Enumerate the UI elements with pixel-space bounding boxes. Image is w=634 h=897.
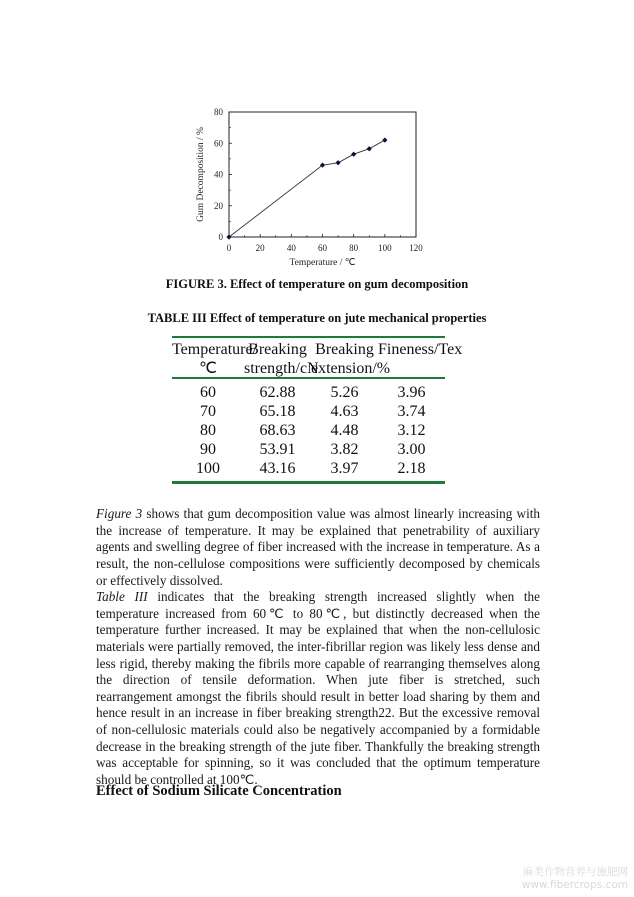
figure-reference: Figure 3: [96, 506, 143, 522]
cell: 3.82: [330, 440, 359, 458]
cell: 80: [200, 421, 216, 439]
y-tick-label: 40: [214, 169, 223, 180]
cell: 100: [196, 459, 220, 477]
data-line: [229, 140, 385, 237]
cell: 70: [200, 402, 216, 420]
x-tick-label: 60: [318, 243, 327, 253]
header-breaking-strength: Breaking strength/cN: [244, 341, 319, 377]
paragraph-text: indicates that the breaking strength increased slightly when the temperature increased from 60℃ to 80℃, but distinctly decreased when the temperature further increased. It may be explained that when the non-cellulosic materials were partially removed, the inter-fibrillar region was likely less dense and less rigid, thereby making the fibrils more capable of rearranging themselves along the direction of tensile deformation. When jute fiber is stretched, such rearrangement amongst the fibrils should result in better load sharing by them and hence result in an increase in fiber breaking strength22. But the excessive removal of non-cellulosic materials could also be negatively accompanied by a formidable decrease in the breaking strength of the jute fiber. Thankfully the breaking strength was acceptable for spinning, so it was concluded that the optimum temperature should be controlled at 100℃.: [96, 589, 540, 787]
cell: 65.18: [259, 402, 296, 420]
y-axis-label: Gum Decomposition / %: [196, 127, 206, 222]
data-point-marker: [382, 138, 387, 143]
x-tick-label: 120: [409, 243, 423, 253]
table-row: [172, 383, 445, 402]
data-point-marker: [367, 146, 372, 151]
cell: 62.88: [259, 383, 296, 401]
cell: 4.48: [330, 421, 359, 439]
x-tick-label: 100: [378, 243, 392, 253]
line-chart: [185, 100, 435, 275]
table-header: [172, 338, 463, 377]
table-row: [172, 459, 445, 478]
cell: 3.12: [397, 421, 426, 439]
x-tick-label: 20: [255, 243, 265, 253]
cell: 43.16: [259, 459, 296, 477]
watermark-cn: 麻类作物营养与施肥网: [523, 866, 628, 878]
section-heading: Effect of Sodium Silicate Concentration: [96, 783, 342, 799]
header-temperature: Temperature/℃: [172, 341, 258, 377]
y-tick-label: 20: [214, 200, 223, 211]
x-tick-label: 0: [226, 243, 232, 253]
cell: 5.26: [330, 383, 359, 401]
cell: 3.74: [397, 402, 426, 420]
cell: 3.97: [330, 459, 359, 477]
table-reference: Table III: [96, 589, 148, 605]
table-bottom-rule: [172, 481, 445, 484]
watermark: [522, 866, 628, 892]
y-tick-label: 80: [214, 107, 223, 117]
y-tick-label: 60: [214, 138, 223, 149]
table-row: [172, 421, 445, 440]
table-row: [172, 440, 445, 459]
header-breaking-extension: Breaking extension/%: [311, 341, 391, 377]
cell: 60: [200, 383, 216, 401]
paragraph-text: shows that gum decomposition value was almost linearly increasing with the increase of temperature. It may be explained that penetrability of auxiliary agents and swelling degree of fiber increased with the increase in temperature. As a result, the non-cellulose compositions were sufficiently decomposed by chemicals or effectively dissolved.: [96, 506, 540, 588]
table-caption: TABLE III Effect of temperature on jute mechanical properties: [147, 311, 487, 325]
paragraph-table-discussion: [96, 589, 540, 788]
header-fineness: Fineness/Tex: [378, 341, 463, 358]
watermark-url: www.fibercrops.com: [521, 879, 628, 891]
data-point-marker: [335, 160, 340, 165]
x-tick-label: 80: [349, 243, 359, 253]
data-table: [172, 336, 463, 484]
cell: 68.63: [259, 421, 296, 439]
figure-3-chart: [185, 100, 435, 275]
cell: 3.96: [397, 383, 426, 401]
paragraph-figure-discussion: [96, 506, 540, 589]
y-tick-label: 0: [218, 232, 223, 242]
cell: 4.63: [330, 402, 359, 420]
figure-caption: FIGURE 3. Effect of temperature on gum decomposition: [165, 277, 469, 291]
table-row: [172, 402, 445, 421]
cell: 2.18: [397, 459, 426, 477]
data-point-marker: [351, 152, 356, 157]
cell: 90: [200, 440, 216, 458]
plot-frame: [229, 112, 416, 237]
x-tick-label: 40: [286, 243, 296, 253]
cell: 53.91: [259, 440, 296, 458]
cell: 3.00: [397, 440, 426, 458]
x-axis-label: Temperature / ℃: [289, 258, 356, 268]
